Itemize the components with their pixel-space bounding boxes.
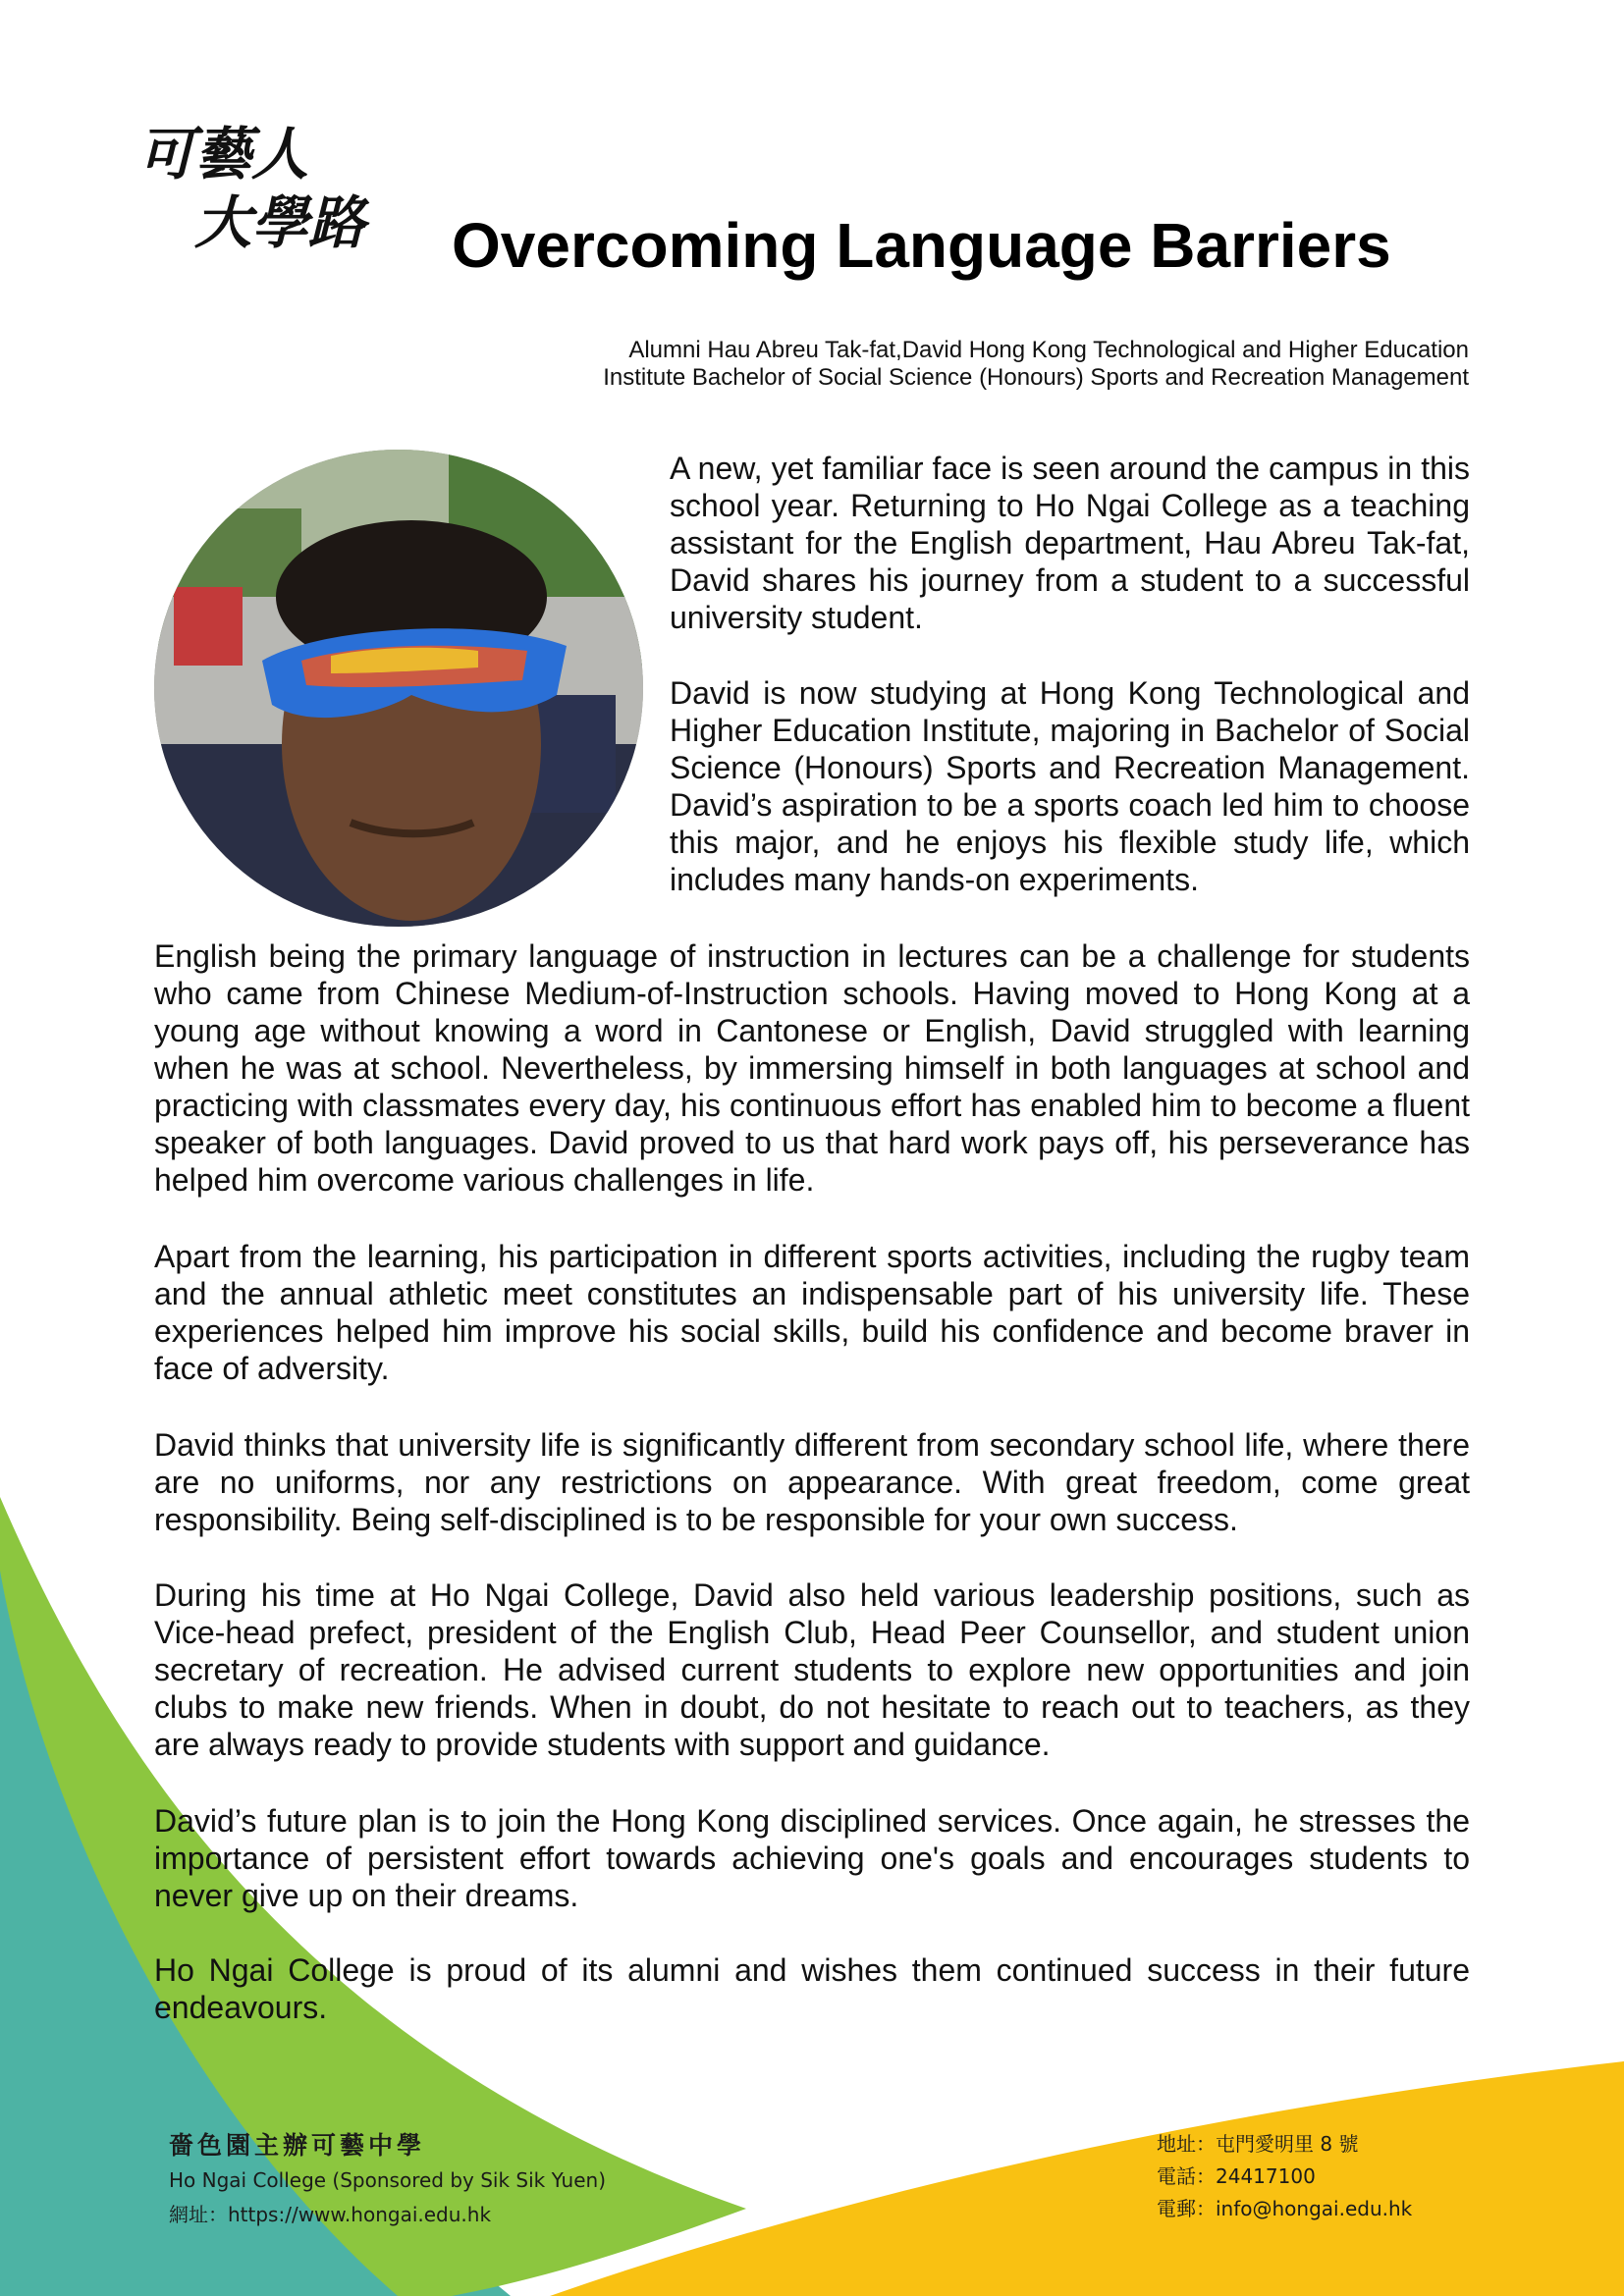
subtitle — [550, 337, 1469, 392]
footer-contact-info — [1157, 2128, 1412, 2225]
footer-school-info — [169, 2128, 606, 2232]
university-life-paragraph: David thinks that university life is significantly different from secondary school life, where there are no uniforms, nor any restrictions on appearance. With great freedom, come great responsibility. Being self-disciplined is to be responsible for your own success. — [154, 1427, 1470, 1537]
school-email-link[interactable]: 電郵：info@hongai.edu.hk — [1157, 2197, 1413, 2220]
calligraphy-logo — [137, 123, 365, 254]
page-title: Overcoming Language Barriers — [452, 210, 1391, 281]
school-name-chinese: 嗇色園主辦可藝中學 — [169, 2131, 426, 2160]
subtitle-line-1: Alumni Hau Abreu Tak-fat,David Hong Kong Technological and Higher Education — [628, 337, 1469, 363]
portrait-photo — [154, 450, 643, 927]
leadership-paragraph: During his time at Ho Ngai College, David also held various leadership positions, such as Vice-head prefect, president of the English Club, Head Peer Counsellor, and student union secretary of recreation. He advised current students to explore new opportunities and join clubs to make new friends. When in doubt, do not hesitate to reach out to teachers, as they are always ready to provide students with support and guidance. — [154, 1577, 1470, 1762]
yellow-wave — [550, 2061, 1624, 2296]
closing-paragraph: Ho Ngai College is proud of its alumni and wishes them continued success in their future endeavours. — [154, 1952, 1470, 2025]
school-website-link[interactable]: 網址：https://www.hongai.edu.hk — [169, 2203, 492, 2226]
study-paragraph: David is now studying at Hong Kong Technological and Higher Education Institute, majoring in Bachelor of Social Science (Honours) Sports and Recreation Management. David’s aspiration to be a sports coach led him to choose this major, and he enjoys his flexible study life, which includes many hands-on experiments. — [670, 675, 1470, 897]
subtitle-line-2: Institute Bachelor of Social Science (Honours) Sports and Recreation Management — [603, 364, 1469, 391]
language-paragraph: English being the primary language of instruction in lectures can be a challenge for students who came from Chinese Medium-of-Instruction schools. Having moved to Hong Kong at a young age without knowing a word in Cantonese or English, David struggled with learning when he was at school. Nevertheless, by immersing himself in both languages at school and practicing with classmates every day, his continuous effort has enabled him to become a fluent speaker of both languages. David proved to us that hard work pays off, his perseverance has helped him overcome various challenges in life. — [154, 938, 1470, 1198]
future-plan-paragraph: David’s future plan is to join the Hong Kong disciplined services. Once again, he stresses the importance of persistent effort towards achieving one's goals and encourages students to never give up on their dreams. — [154, 1803, 1470, 1913]
logo-line-1: 可藝人 — [137, 121, 309, 187]
sports-paragraph: Apart from the learning, his participation in different sports activities, including the rugby team and the annual athletic meet constitutes an indispensable part of his university life. These experiences helped him improve his social skills, build his confidence and become braver in face of adversity. — [154, 1239, 1470, 1386]
school-address: 地址：屯門愛明里 8 號 — [1157, 2132, 1359, 2156]
school-phone: 電話：24417100 — [1157, 2164, 1316, 2188]
logo-line-2: 大學路 — [194, 189, 366, 256]
intro-paragraph: A new, yet familiar face is seen around the campus in this school year. Returning to Ho Ngai College as a teaching assistant for the English department, Hau Abreu Tak-fat, David shares his journey from a student to a successful university student. — [670, 451, 1470, 635]
school-name-english: Ho Ngai College (Sponsored by Sik Sik Yuen) — [169, 2168, 606, 2192]
